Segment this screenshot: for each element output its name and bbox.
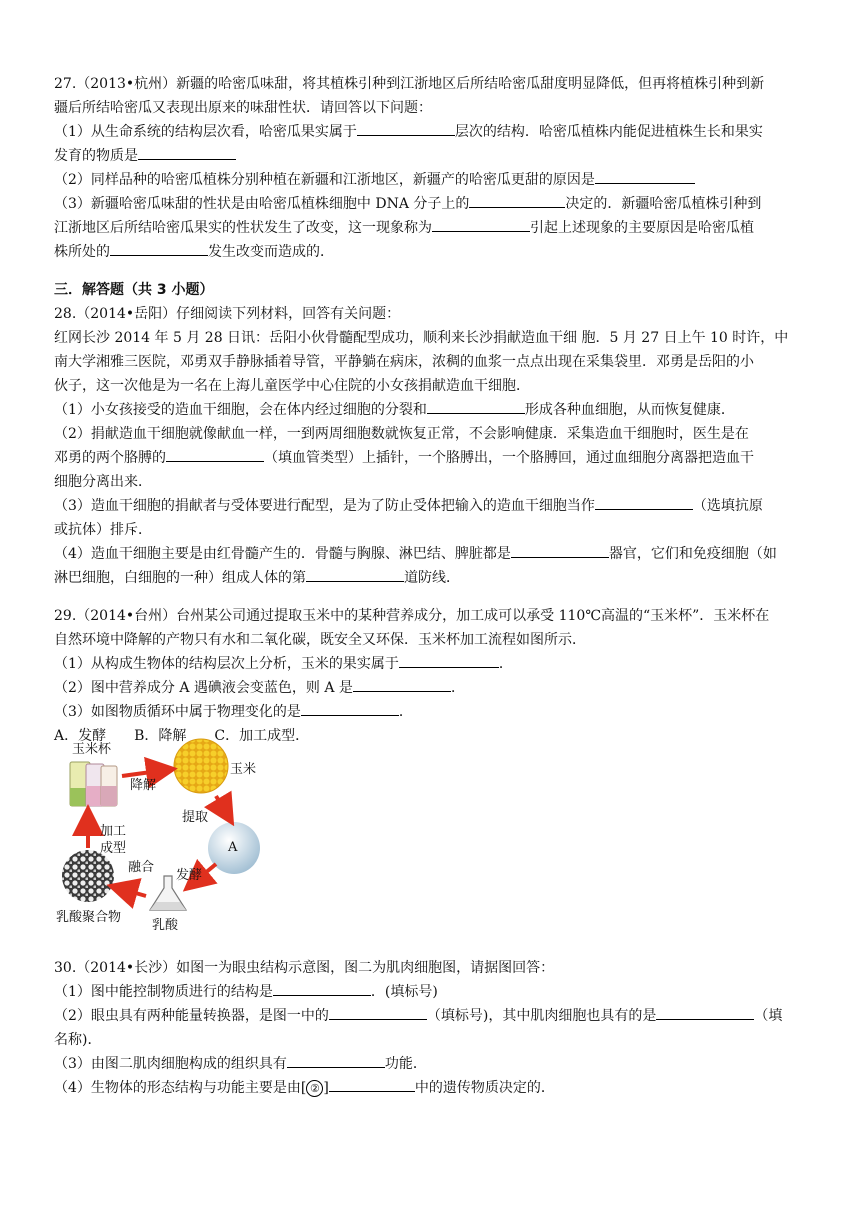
- q30-part-2: （2）眼虫具有两种能量转换器，是图一中的 （填标号)，其中肌肉细胞也具有的是 （填: [54, 1004, 810, 1028]
- q28-part-2-end: 细胞分离出来．: [54, 474, 152, 490]
- q27-part-2: （2）同样品种的哈密瓜植株分别种植在新疆和江浙地区，新疆产的哈密瓜更甜的原因是: [54, 168, 810, 192]
- label-polymer: 乳酸聚合物: [56, 910, 122, 925]
- answer-blank[interactable]: [110, 240, 208, 256]
- answer-blank[interactable]: [469, 192, 565, 208]
- corn-cup-process-figure: [56, 736, 276, 932]
- answer-blank[interactable]: [306, 566, 404, 582]
- option-b[interactable]: B．降解: [134, 728, 187, 744]
- answer-blank[interactable]: [432, 216, 530, 232]
- q28-part-3-end: 或抗体）排斥．: [54, 522, 152, 538]
- q28-part-4-end: 淋巴细胞，白细胞的一种）组成人体的第 道防线．: [54, 566, 810, 590]
- label-corn: 玉米: [230, 762, 257, 777]
- q30-part-1: （1）图中能控制物质进行的结构是 ．(填标号): [54, 980, 810, 1004]
- answer-blank[interactable]: [595, 494, 693, 510]
- exam-page: [54, 72, 810, 748]
- label-lactic-acid: 乳酸: [152, 918, 179, 933]
- q29-part-3: （3）如图物质循环中属于物理变化的是 ．: [54, 700, 810, 724]
- answer-blank[interactable]: [399, 652, 499, 668]
- label-process-2: 成型: [100, 841, 127, 856]
- q28-material-line-3: 伙子，这一次他是为一名在上海儿童医学中心住院的小女孩捐献造血干细胞．: [54, 378, 530, 394]
- option-c[interactable]: C．加工成型．: [214, 728, 310, 744]
- label-ferment: 发酵: [176, 868, 203, 883]
- section-title: 三．解答题（共 3 小题）: [54, 282, 214, 298]
- q27-stem-line-1: 27.（2013•杭州）新疆的哈密瓜味甜，将其植株引种到江浙地区后所结哈密瓜甜度明显降低，但再将植株引种到新: [54, 76, 765, 92]
- label-a: A: [228, 840, 238, 855]
- answer-blank[interactable]: [301, 700, 399, 716]
- circled-number: ②: [306, 1080, 323, 1097]
- answer-blank[interactable]: [287, 1052, 385, 1068]
- question-29: [54, 604, 810, 748]
- answer-blank[interactable]: [511, 542, 609, 558]
- q30-part-3: （3）由图二肌肉细胞构成的组织具有 功能．: [54, 1052, 810, 1076]
- answer-blank[interactable]: [329, 1004, 427, 1020]
- answer-blank[interactable]: [353, 676, 451, 692]
- label-extract: 提取: [182, 810, 209, 825]
- q28-part-1: （1）小女孩接受的造血干细胞，会在体内经过细胞的分裂和 形成各种血细胞，从而恢复健康．: [54, 398, 810, 422]
- q27-part-3-end: 株所处的 发生改变而造成的．: [54, 240, 810, 264]
- corn-cup-image: [70, 762, 117, 806]
- corn-image: [174, 739, 228, 793]
- q27-part-1: （1）从生命系统的结构层次看，哈密瓜果实属于 层次的结构．哈密瓜植株内能促进植株生长和果实: [54, 120, 810, 144]
- q28-material-line-2: 南大学湘雅三医院，邓勇双手静脉插着导管，平静躺在病床，浓稠的血浆一点点出现在采集袋里．邓勇是岳阳的小: [54, 354, 754, 370]
- question-28: [54, 302, 810, 590]
- answer-blank[interactable]: [656, 1004, 754, 1020]
- answer-blank[interactable]: [595, 168, 695, 184]
- question-30: [54, 956, 810, 1100]
- label-degrade: 降解: [130, 778, 157, 793]
- label-process-1: 加工: [100, 824, 127, 839]
- q27-part-1-cont: 发育的物质是: [54, 144, 810, 168]
- answer-blank[interactable]: [138, 144, 236, 160]
- q29-stem-line-1: 29.（2014•台州）台州某公司通过提取玉米中的某种营养成分，加工成可以承受 110℃高温的“玉米杯”．玉米杯在: [54, 608, 770, 624]
- q28-part-4: （4）造血干细胞主要是由红骨髓产生的．骨髓与胸腺、淋巴结、脾脏都是 器官，它们和免疫细胞（如: [54, 542, 810, 566]
- question-27: [54, 72, 810, 264]
- q27-stem-line-2: 疆后所结哈密瓜又表现出原来的味甜性状．请回答以下问题：: [54, 100, 432, 116]
- q30-part-2-end: 名称)．: [54, 1032, 102, 1048]
- answer-blank[interactable]: [273, 980, 371, 996]
- polymer-image: [62, 850, 114, 902]
- q29-part-2: （2）图中营养成分 A 遇碘液会变蓝色，则 A 是 ．: [54, 676, 810, 700]
- answer-blank[interactable]: [357, 120, 455, 136]
- q28-part-3: （3）造血干细胞的捐献者与受体要进行配型，是为了防止受体把输入的造血干细胞当作 （选填抗原: [54, 494, 810, 518]
- q28-part-2: （2）捐献造血干细胞就像献血一样，一到两周细胞数就恢复正常，不会影响健康．采集造血干细胞时，医生是在: [54, 426, 749, 442]
- q28-material-line-1: 红网长沙 2014 年 5 月 28 日讯：岳阳小伙骨髓配型成功，顺利来长沙捐献造血干细 胞．5 月 27 日上午 10 时许，中: [54, 330, 789, 346]
- q30-part-4: （4）生物体的形态结构与功能主要是由[ ② ] 中的遗传物质决定的．: [54, 1076, 810, 1100]
- label-corn-cup: 玉米杯: [72, 742, 112, 757]
- q27-part-3-cont: 江浙地区后所结哈密瓜果实的性状发生了改变，这一现象称为 引起上述现象的主要原因是哈密瓜植: [54, 216, 810, 240]
- label-fuse: 融合: [128, 860, 155, 875]
- answer-blank[interactable]: [166, 446, 264, 462]
- q30-stem: 30.（2014•长沙）如图一为眼虫结构示意图，图二为肌肉细胞图，请据图回答：: [54, 960, 555, 976]
- q27-part-3: （3）新疆哈密瓜味甜的性状是由哈密瓜植株细胞中 DNA 分子上的 决定的．新疆哈密瓜植株引种到: [54, 192, 810, 216]
- option-a[interactable]: A．发酵: [54, 728, 107, 744]
- answer-blank[interactable]: [329, 1076, 415, 1092]
- answer-blank[interactable]: [427, 398, 525, 414]
- q28-part-2-cont: 邓勇的两个胳膊的 （填血管类型）上插针，一个胳膊出，一个胳膊回，通过血细胞分离器把造血干: [54, 446, 810, 470]
- q29-stem-line-2: 自然环境中降解的产物只有水和二氧化碳，既安全又环保．玉米杯加工流程如图所示．: [54, 632, 586, 648]
- q28-stem: 28.（2014•岳阳）仔细阅读下列材料，回答有关问题：: [54, 306, 401, 322]
- q29-part-1: （1）从构成生物体的结构层次上分析，玉米的果实属于 ．: [54, 652, 810, 676]
